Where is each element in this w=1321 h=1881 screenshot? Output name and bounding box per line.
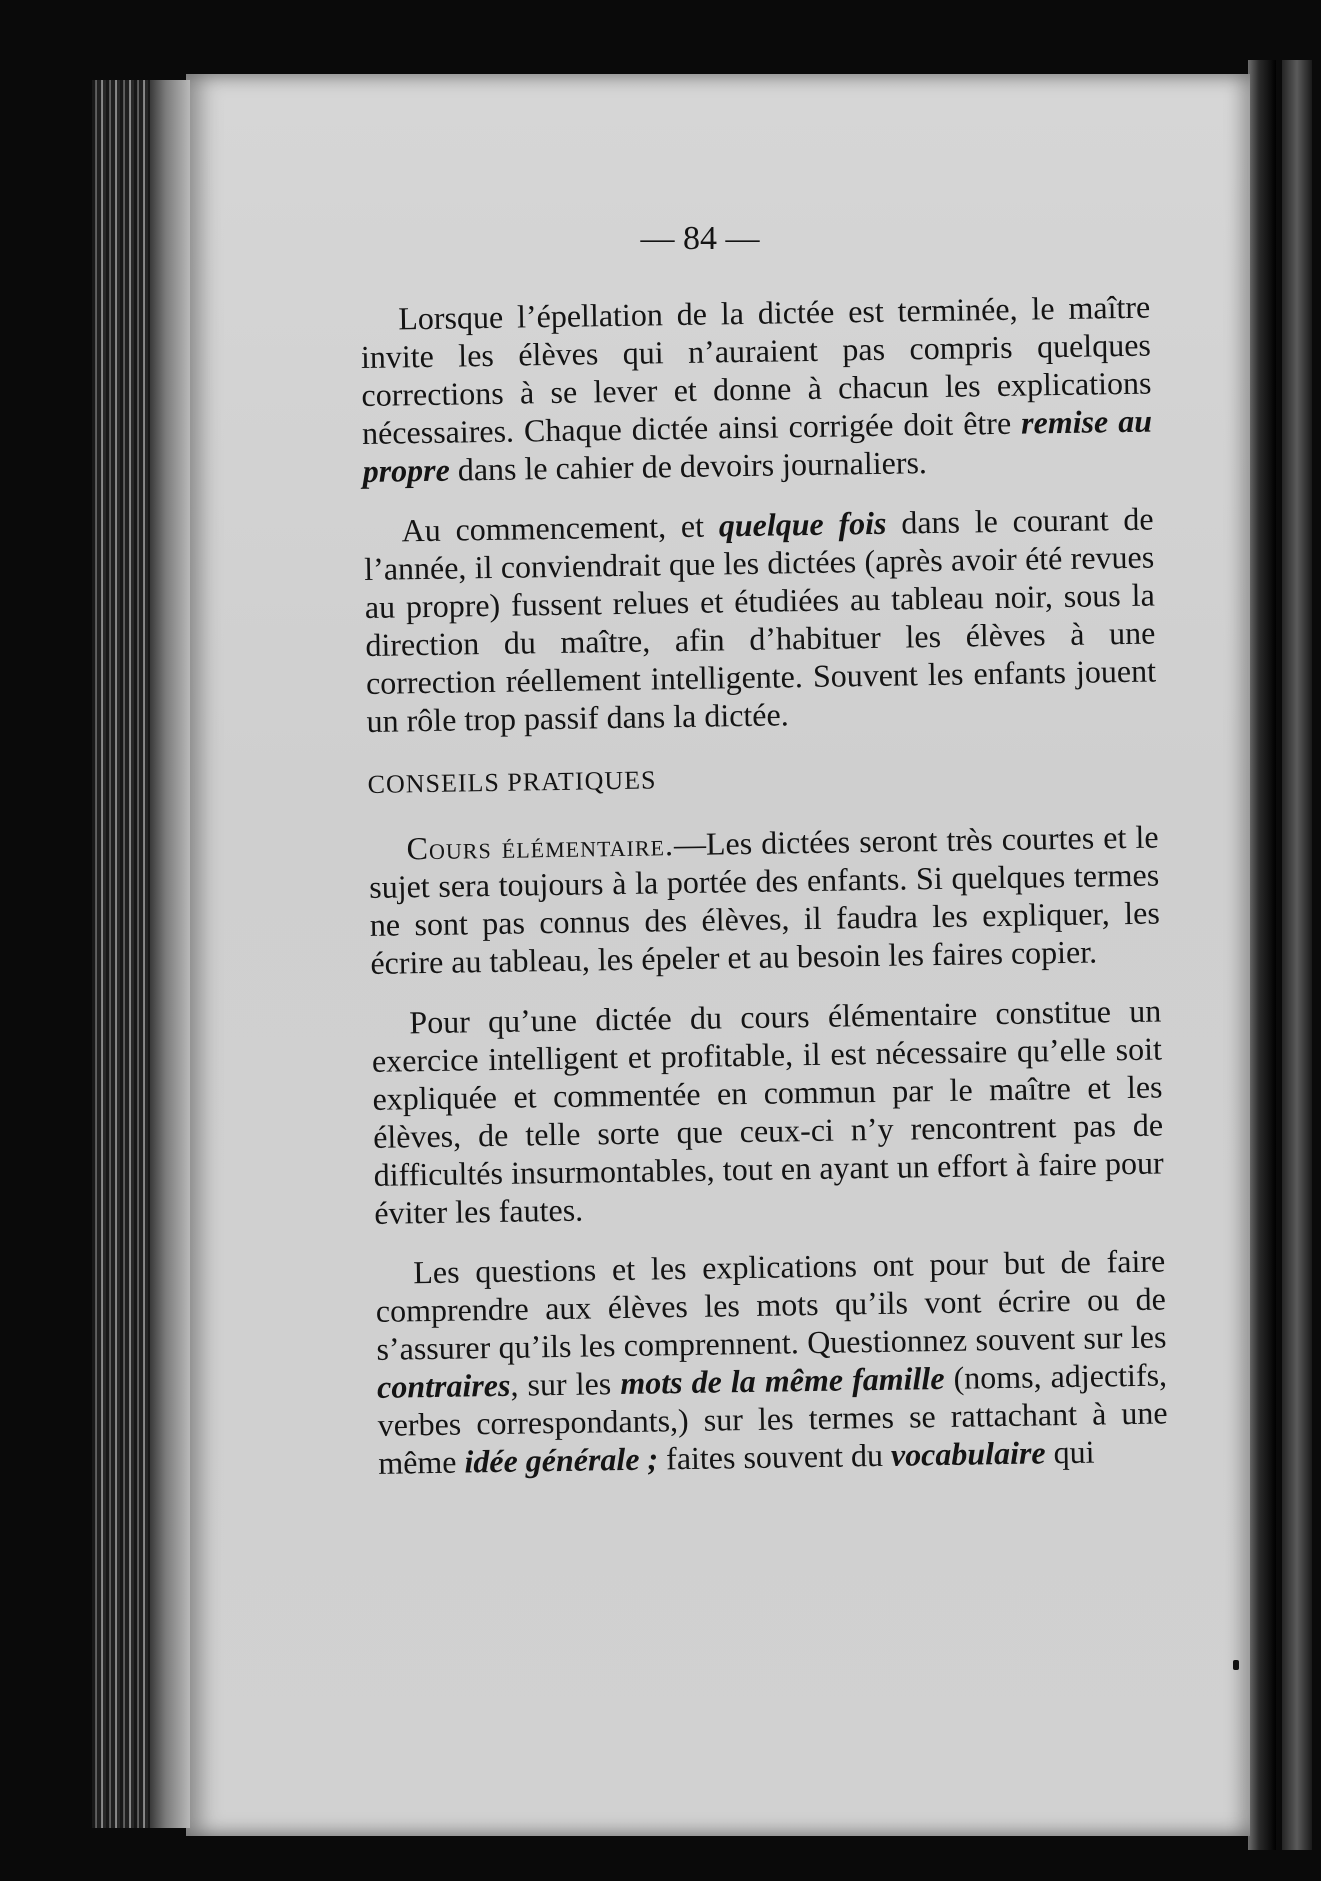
paragraph-5-text-c: (noms, adjectifs, verbes correspondants,) sur les termes se rattachant à une même <box>377 1356 1168 1481</box>
paragraph-5 <box>375 1241 1168 1481</box>
paragraph-2 <box>363 500 1156 740</box>
page-body <box>360 288 1168 1482</box>
paragraph-2-text-a: Au commencement, et <box>401 507 720 549</box>
paragraph-2-emphasis: quelque fois <box>718 504 887 544</box>
page-number: — 84 — <box>640 220 760 257</box>
paragraph-1-text-a: Lorsque l’épellation de la dictée est terminée, le maître invite les élèves qui n’auraient pas compris quelques corrections à se lever et donne à chacun les explications nécessaires. Chaque dictée ainsi corrigée doit être <box>360 288 1152 451</box>
page-gutter-shadow <box>150 80 190 1828</box>
next-page-edge <box>1282 60 1312 1850</box>
paragraph-3 <box>368 818 1160 982</box>
paragraph-1-text-b: dans le cahier de devoirs journaliers. <box>449 444 928 488</box>
paragraph-5-emphasis-4: vocabulaire <box>890 1434 1046 1473</box>
paragraph-3-text: —Les dictées seront très courtes et le sujet sera toujours à la portée des enfants. Si quelques termes ne sont pas connus des élèves, il faudra les expliquer, les écrire au tableau, les épeler et au besoin les faires copier. <box>368 818 1161 981</box>
paragraph-5-text-b: , sur les <box>510 1365 621 1403</box>
paragraph-5-emphasis-2: mots de la même famille <box>619 1359 945 1402</box>
paragraph-5-text-e: qui <box>1045 1433 1095 1471</box>
paragraph-4 <box>371 992 1164 1232</box>
scan-speck <box>1233 1660 1239 1670</box>
paragraph-1 <box>360 288 1153 490</box>
paragraph-5-emphasis-1: contraires <box>376 1366 511 1405</box>
paragraph-4-text: Pour qu’une dictée du cours élémentaire constitue un exercice intelligent et profitable, il est nécessaire qu’elle soit expliquée et commentée en commun par le maître et les élèves, de telle sorte que ceux-ci n’y rencontrent pas de difficultés insurmontables, tout en ayant un effort à faire pour éviter les fautes. <box>371 992 1164 1231</box>
paragraph-5-text-d: faites souvent du <box>657 1436 892 1477</box>
paragraph-5-emphasis-3: idée générale ; <box>464 1440 659 1480</box>
paragraph-3-lead: Cours élémentaire. <box>406 826 675 867</box>
paragraph-2-text-b: dans le courant de l’année, il conviendrait que les dictées (après avoir été revues au propre) fussent relues et étudiées au tableau noir, sous la direction du maître, afin d’habituer les élèves à une correction réellement intelligente. Souvent les enfants jouent un rôle trop passif dans la dictée. <box>363 500 1157 739</box>
paragraph-1-emphasis: remise au propre <box>362 402 1153 489</box>
page-right-edge <box>1248 60 1276 1850</box>
paragraph-5-text-a: Les questions et les explications ont pour but de faire comprendre aux élèves les mots qu’ils vont écrire ou de s’assurer qu’ils les comprennent. Questionnez souvent sur les <box>375 1242 1167 1367</box>
section-heading: CONSEILS PRATIQUES <box>367 765 657 799</box>
